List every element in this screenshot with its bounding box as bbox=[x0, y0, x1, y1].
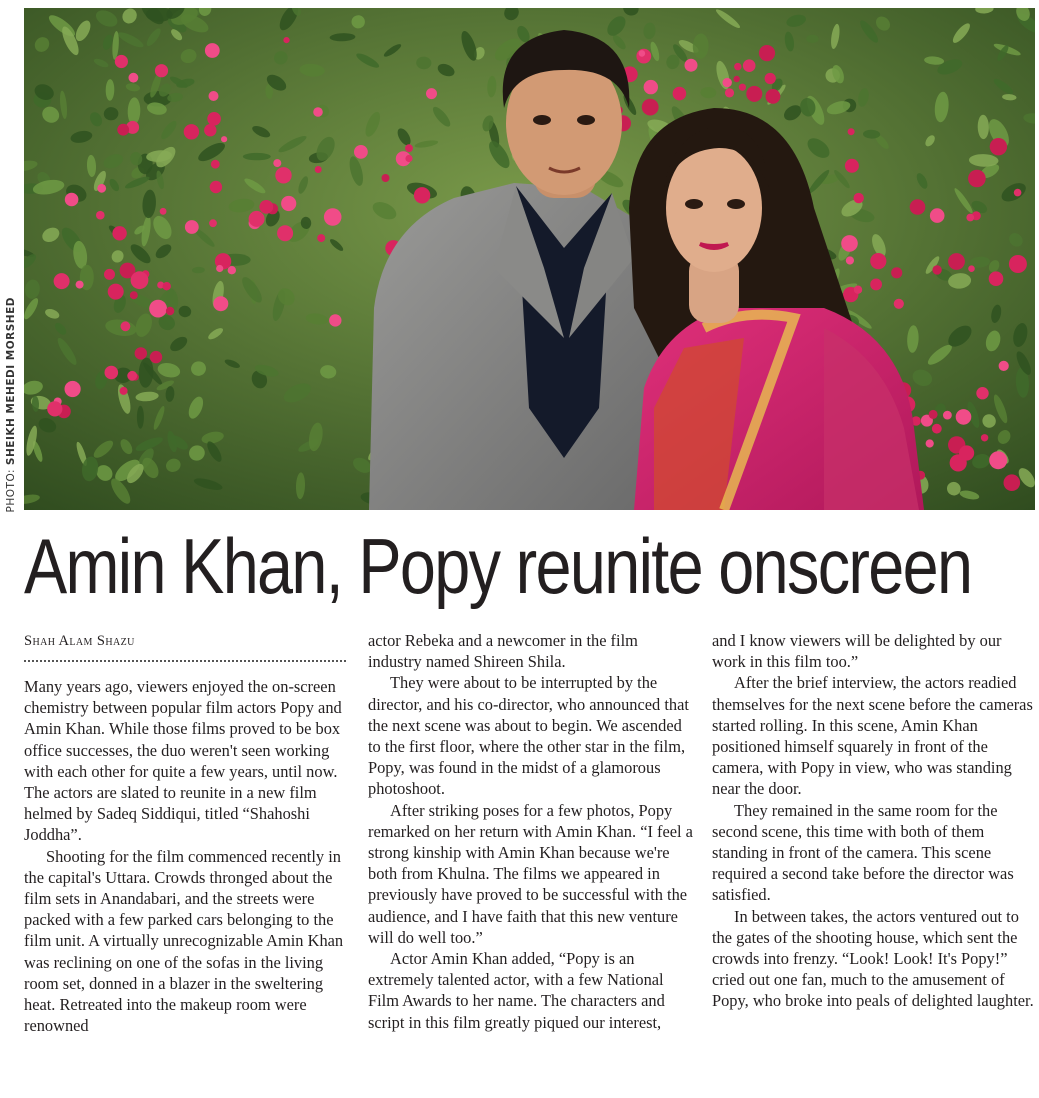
paragraph: Many years ago, viewers enjoyed the on-screen chemistry between popular film actors Popy and Amin Khan. While those films proved to be box office successes, the duo weren't seen working with each other for quite a few years, until now. The actors are slated to reunite in a new film helmed by Sadeq Siddiqui, titled “Shahoshi Joddha”. bbox=[24, 677, 342, 845]
paragraph: Actor Amin Khan added, “Popy is an extremely talented actor, with a few National Film Awards to her name. The characters and script in this film greatly piqued our interest, bbox=[368, 949, 665, 1032]
paragraph: Shooting for the film commenced recently in the capital's Uttara. Crowds thronged about the film sets in Anandabari, and the streets were packed with a few parked cars belonging to the film unit. A virtually unrecognizable Amin Khan was reclining on one of the sofas in the living room set, donned in a blazer in the sweltering heat. Retreated into the makeup room were renowned bbox=[24, 846, 344, 1036]
paragraph: actor Rebeka and a newcomer in the film industry named Shireen Shila. bbox=[368, 631, 638, 672]
paragraph: They were about to be interrupted by the director, and his co-director, who announced that the next scene was about to begin. We ascended to the first floor, where the other star in the film, Popy, was found in the midst of a glamorous photoshoot. bbox=[368, 673, 689, 799]
photo-credit bbox=[4, 270, 18, 512]
paragraph: After striking poses for a few photos, Popy remarked on her return with Amin Khan. “I feel a strong kinship with Amin Khan because we're both from Khulna. The films we appeared in previously have proved to be successful with the audience, and I have faith that this new venture will do well too.” bbox=[368, 800, 693, 947]
article-column-2 bbox=[368, 630, 694, 1033]
paragraph: After the brief interview, the actors readied themselves for the next scene before the cameras started rolling. In this scene, Amin Khan positioned himself squarely in front of the camera, with Popy in view, who was standing near the door. bbox=[712, 673, 1033, 799]
headline: Amin Khan, Popy reunite onscreen bbox=[24, 522, 972, 610]
paragraph: and I know viewers will be delighted by our work in this film too.” bbox=[712, 631, 1002, 672]
byline-divider bbox=[24, 652, 346, 662]
article-column-1 bbox=[24, 630, 350, 1036]
photo-credit-name: SHEIKH MEHEDI MORSHED bbox=[5, 296, 17, 465]
paragraph: In between takes, the actors ventured out to the gates of the shooting house, which sent the crowds into frenzy. “Look! Look! It's Popy!” cried out one fan, much to the amusement of Popy, who broke into peals of delighted laughter. bbox=[712, 906, 1034, 1011]
article-column-3 bbox=[712, 630, 1038, 1012]
photo-credit-label: PHOTO: bbox=[5, 468, 17, 512]
byline: Shah Alam Shazu bbox=[24, 633, 135, 649]
paragraph: They remained in the same room for the second scene, this time with both of them standing in front of the camera. This scene required a second take before the director was satisfied. bbox=[712, 800, 1014, 905]
article-photo bbox=[24, 8, 1035, 510]
